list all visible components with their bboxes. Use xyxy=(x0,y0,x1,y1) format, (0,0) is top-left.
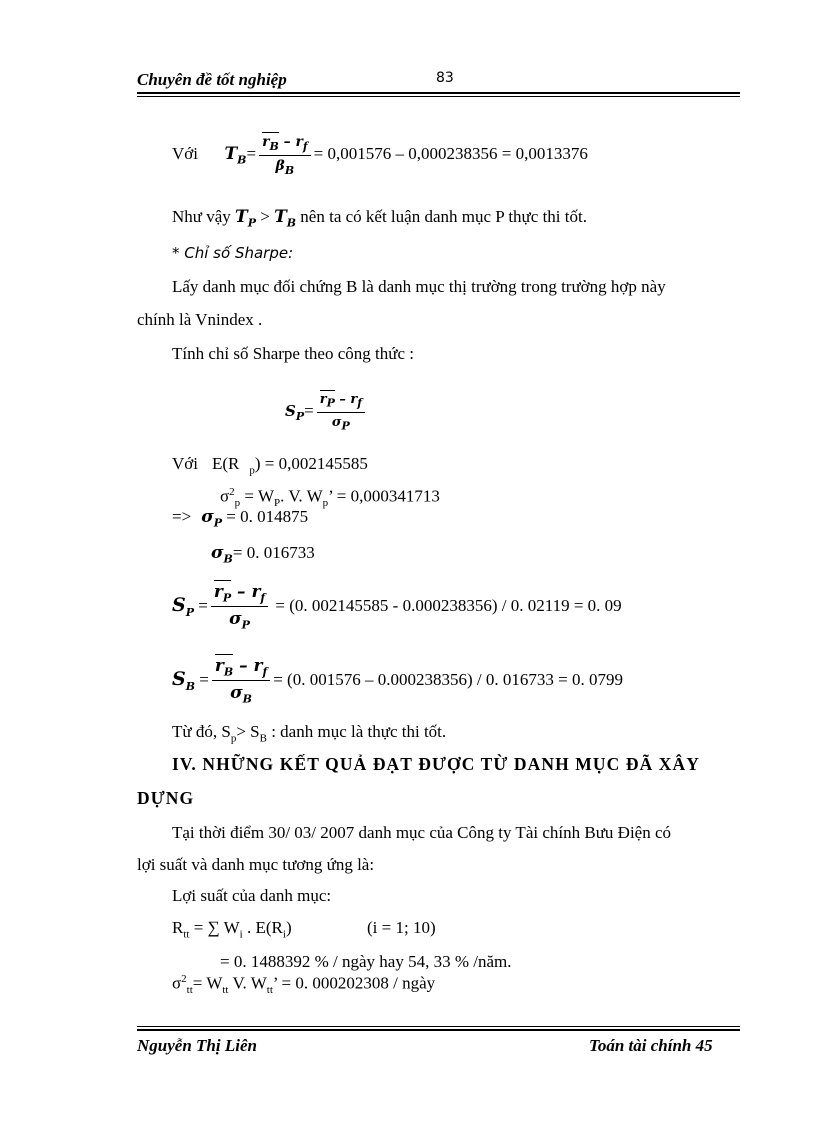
sharpe-formula: $S_P=$ $\frac{r_P - r_f}{\sigma_P}$ xyxy=(285,392,368,432)
benchmark-line-1: Lấy danh mục đối chứng B là danh mục thị trường trong trường hợp này xyxy=(172,277,666,296)
footer-rule-thin xyxy=(137,1026,740,1027)
footer-subject: Toán tài chính 45 xyxy=(589,1036,713,1055)
section-heading-line-2: DỰNG xyxy=(137,788,195,808)
compare-treynor: Như vậy $T_P > T_B$ nên ta có kết luận danh mục P thực thi tốt. xyxy=(172,207,587,230)
treynor-fraction: $\frac{r_B - r_f}{\beta_B}$ xyxy=(259,134,311,177)
benchmark-line-2: chính là Vnindex . xyxy=(137,310,263,329)
formula-intro: Tính chỉ số Sharpe theo công thức : xyxy=(172,344,414,363)
rtt-range: (i = 1; 10) xyxy=(367,918,436,937)
sharpe-b-formula: $S_B$ = $\frac{r_B - r_f}{\sigma_B}$ = (0. 001576 – 0.000238356) / 0. 016733 = 0. 0799 xyxy=(172,656,623,706)
sharpe-p-formula: $S_P$ = $\frac{r_P - r_f}{\sigma_P}$ = (0. 002145585 - 0.000238356) / 0. 02119 = 0. 09 xyxy=(172,582,622,632)
rtt-formula: $R_{tt}$ = ∑ $W_i$ . $E(R_i)$ xyxy=(172,918,292,941)
variance-tt-line: $\sigma^2_{tt}= W_{tt}$ V. $W_{tt}$’ = 0. 000202308 / ngày xyxy=(172,973,436,997)
page-number: 83 xyxy=(436,70,454,86)
treynor-lhs: $T_B$ xyxy=(224,144,247,167)
sharpe-b-result: = (0. 001576 – 0.000238356) / 0. 016733 = 0. 0799 xyxy=(273,669,623,689)
footer-author: Nguyễn Thị Liên xyxy=(137,1036,257,1055)
section-heading-line-1: IV. NHỮNG KẾT QUẢ ĐẠT ĐƯỢC TỪ DANH MỤC ĐÃ XÂY xyxy=(172,754,701,774)
conclusion-line: Từ đó, $S_p> S_B$ : danh mục là thực thi tốt. xyxy=(172,722,447,745)
yield-label: Lợi suất của danh mục: xyxy=(172,886,332,905)
header-rule-thick xyxy=(137,92,740,94)
variance-p-line: $\sigma^2_p = W_P$. V. $W_p$’ = 0,000341713 xyxy=(220,486,440,510)
footer-rule-thick xyxy=(137,1029,740,1031)
header-title: Chuyên đề tốt nghiệp xyxy=(137,70,287,89)
header-rule-thin xyxy=(137,96,740,97)
rtt-value: = 0. 1488392 % / ngày hay 54, 33 % /năm. xyxy=(220,952,512,971)
paragraph-line-1: Tại thời điểm 30/ 03/ 2007 danh mục của Công ty Tài chính Bưu Điện có xyxy=(172,823,672,842)
expected-return-line: Với E(R $_p$) = 0,002145585 xyxy=(172,454,368,477)
sharpe-p-result: = (0. 002145585 - 0.000238356) / 0. 02119 = 0. 09 xyxy=(275,595,622,615)
treynor-b-formula: Với $T_B=$ $\frac{r_B - r_f}{\beta_B}$ = 0,001576 – 0,000238356 = 0,0013376 xyxy=(172,134,588,177)
sigma-b-line: $\sigma_B= 0$. 016733 xyxy=(211,543,315,566)
treynor-prefix: Với xyxy=(172,144,198,164)
treynor-result: = 0,001576 – 0,000238356 = 0,0013376 xyxy=(313,144,588,164)
sigma-p-line: => $\sigma_P = 0$. 014875 xyxy=(172,507,309,530)
sharpe-heading: * Chỉ số Sharpe: xyxy=(172,244,294,262)
paragraph-line-2: lợi suất và danh mục tương ứng là: xyxy=(137,855,375,874)
